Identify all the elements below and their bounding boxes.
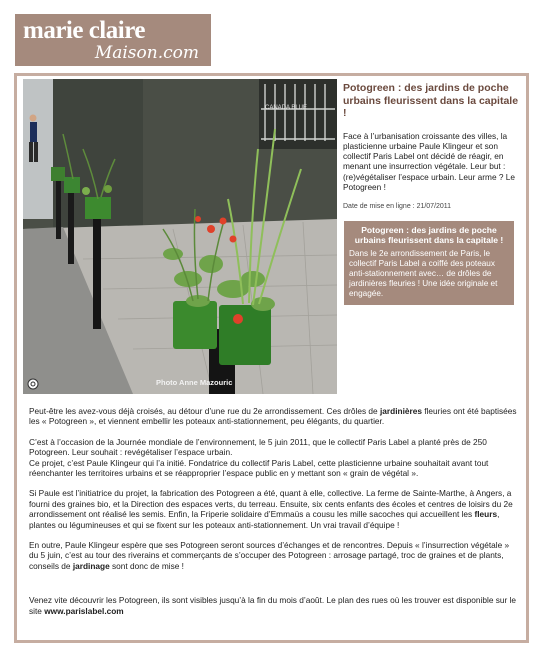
summary-text: Dans le 2e arrondissement de Paris, le collectif Paris Label a coiffé des poteaux anti-stationnement avec… de drôles de jardinières fleuries ! Une idée originale et engagée. [349, 249, 498, 298]
summary-title: Potogreen : des jardins de poche urbains fleurissent dans la capitale ! [354, 225, 504, 245]
zoom-icon[interactable] [28, 379, 38, 389]
article-title: Potogreen : des jardins de poche urbains fleurissent dans la capitale ! [343, 82, 519, 119]
photo-credit: Photo Anne Mazouric [156, 378, 233, 387]
paragraph-3: Ce projet, c’est Paule Klingeur qui l’a initié. Fondatrice du collectif Paris Label, cette plasticienne urbaine souhaitait avant tout réenchanter les territoires urbains et se réapproprier l’espace public en y mettant son « grain de végétal ». [29, 457, 489, 479]
publish-date-label: Date de mise en ligne : [343, 203, 415, 211]
jardinage-link[interactable]: jardinage [72, 560, 110, 571]
jardinieres-link[interactable]: jardinières [379, 406, 422, 416]
photo-illustration [23, 79, 337, 394]
paragraph-2: C’est à l’occasion de la Journée mondiale de l’environnement, le 5 juin 2011, que le collectif Paris Label a planté près de 250 Potogreen. Leur souhait : revégétaliser l’espace urbain. [29, 436, 487, 458]
article-frame [14, 73, 529, 643]
paragraph-4: Si Paule est l’initiatrice du projet, la fabrication des Potogreen a été, quant à elle, collective. La ferme de Sainte-Marthe, à Angers, a fourni des graines bio, et la Direction des espaces verts, du terreau. Ensuite, six cents enfants des écoles et centres de loisirs du 2e arrondissement ont réalisé les semis. Enfin, la Friperie solidaire d’Emmaüs a cousu les mille sacoches qui accueillent les fleurs, plantes ou légumineuses et qui se fixent sur les poteaux anti-stationnement. Un vrai travail d’équipe ! [29, 488, 513, 530]
brand-logo[interactable] [15, 14, 211, 66]
publish-date-value: 21/07/2011 [416, 203, 452, 211]
paragraph-5: En outre, Paule Klingeur espère que ses Potogreen seront sources d’échanges et de rencontres. Depuis « l’insurrection végétale » du 5 juin, c’est au tour des riverains et commerçants de s’occuper des Potogreen : arrosage partagé, troc de graines et de plants, conseils de jardinage sont donc de mise ! [29, 540, 510, 571]
parislabel-link[interactable]: www.parislabel.com [44, 605, 124, 616]
brand-name: marie claire [23, 17, 145, 44]
shop-sign: CANADA BLUE [265, 105, 308, 111]
paragraph-6: Venez vite découvrir les Potogreen, ils sont visibles jusqu’à la fin du mois d’août. Le plan des rues où les trouver est disponible sur le site www.parislabel.com [29, 595, 517, 616]
side-column [343, 82, 523, 210]
paragraph-1: Peut-être les avez-vous déjà croisés, au détour d’une rue du 2e arrondissement. Ces drôles de jardinières fleuries ont été baptisées les « Potogreen », et viennent embellir les poteaux anti-stationnement, peu élégants, du quartier. [29, 406, 517, 427]
publish-date [343, 203, 523, 210]
article-photo [23, 79, 337, 394]
brand-sub: Maison.com [94, 43, 199, 63]
fleurs-link[interactable]: fleurs [474, 509, 498, 520]
article-intro: Face à l’urbanisation croissante des villes, la plasticienne urbaine Paule Klingeur et son collectif Paris Label ont décidé de réagir, en menant une insurrection végétale. Leur but : (re)végétaliser l’espace urbain. Leur arme ? Le Potogreen ! [343, 130, 516, 192]
summary-box [344, 221, 514, 305]
article-body [29, 406, 519, 626]
